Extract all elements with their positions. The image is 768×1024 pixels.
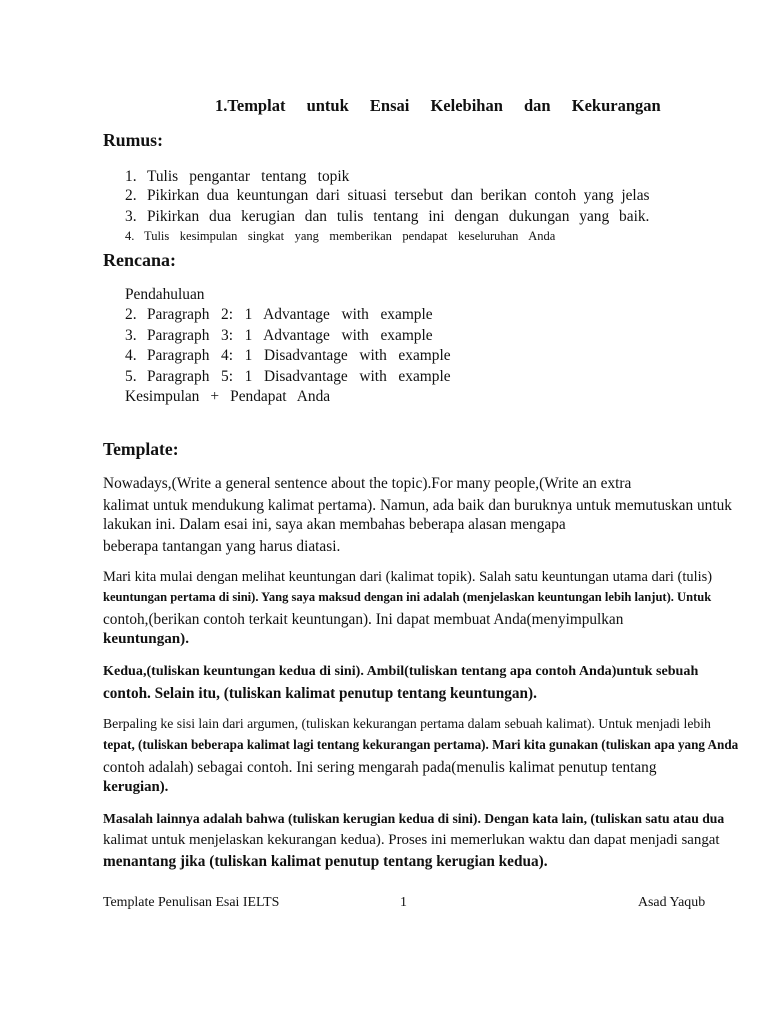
list-item-text: Paragraph 2: 1 Advantage with example [147, 305, 433, 323]
paragraph-line: kerugian). [103, 779, 169, 795]
footer-document-name: Template Penulisan Esai IELTS [103, 894, 280, 910]
paragraph-line: Mari kita mulai dengan melihat keuntungan dari (kalimat topik). Salah satu keuntungan utama dari (tulis) [103, 569, 713, 586]
document-title: 1.Templat untuk Ensai Kelebihan dan Kekurangan [215, 96, 661, 115]
paragraph-line: menantang jika (tuliskan kalimat penutup tentang kerugian kedua). [103, 852, 548, 870]
list-item-text: Tulis kesimpulan singkat yang memberikan pendapat keseluruhan Anda [144, 229, 556, 244]
list-number: 4. [125, 346, 137, 364]
page-number: 1 [400, 894, 407, 910]
rencana-list-item [125, 389, 330, 404]
footer-author: Asad Yaqub [638, 894, 706, 910]
paragraph-line: Nowadays,(Write a general sentence about the topic).For many people,(Write an extra [103, 474, 632, 492]
paragraph-line: keuntungan pertama di sini). Yang saya maksud dengan ini adalah (menjelaskan keuntungan lebih lanjut). Untuk [103, 590, 712, 605]
section-heading-template: Template: [103, 438, 179, 459]
list-number: 3. [125, 207, 137, 225]
list-item-text: Pikirkan dua keuntungan dari situasi tersebut dan berikan contoh yang jelas [147, 186, 650, 204]
rencana-list-item [125, 328, 433, 343]
list-number: 1. [125, 167, 137, 185]
section-heading-rumus: Rumus: [103, 130, 163, 151]
list-number: 2. [125, 305, 137, 323]
rencana-list-item [125, 307, 433, 322]
paragraph-line: lakukan ini. Dalam esai ini, saya akan membahas beberapa alasan mengapa [103, 515, 566, 533]
rumus-list-item [125, 209, 649, 224]
rumus-list-item [125, 188, 650, 203]
paragraph-line: Kedua,(tuliskan keuntungan kedua di sini). Ambil(tuliskan tentang apa contoh Anda)untuk sebuah [103, 663, 699, 680]
list-item-text: Pendahuluan [125, 285, 205, 303]
paragraph-line: tepat, (tuliskan beberapa kalimat lagi tentang kekurangan pertama). Mari kita gunakan (tuliskan apa yang Anda [103, 736, 739, 752]
paragraph-line: Berpaling ke sisi lain dari argumen, (tuliskan kekurangan pertama dalam sebuah kalimat). Untuk menjadi lebih [103, 715, 711, 731]
paragraph-line: contoh,(berikan contoh terkait keuntungan). Ini dapat membuat Anda(menyimpulkan [103, 610, 624, 628]
paragraph-line: contoh. Selain itu, (tuliskan kalimat penutup tentang keuntungan). [103, 684, 537, 702]
list-number: 2. [125, 186, 137, 204]
paragraph-line: keuntungan). [103, 630, 189, 647]
list-number: 3. [125, 326, 137, 344]
rumus-list-item [125, 169, 349, 184]
list-item-text: Pikirkan dua kerugian dan tulis tentang ini dengan dukungan yang baik. [147, 207, 650, 225]
rumus-list-item [125, 230, 555, 243]
list-item-text: Paragraph 5: 1 Disadvantage with example [147, 367, 451, 385]
rencana-list-item [125, 369, 451, 384]
section-heading-rencana: Rencana: [103, 250, 176, 271]
paragraph-line: beberapa tantangan yang harus diatasi. [103, 537, 341, 555]
list-item-text: Paragraph 4: 1 Disadvantage with example [147, 346, 451, 364]
rencana-list-item [125, 287, 205, 302]
paragraph-line: kalimat untuk mendukung kalimat pertama). Namun, ada baik dan buruknya untuk memutuskan untuk [103, 496, 732, 514]
list-item-text: Paragraph 3: 1 Advantage with example [147, 326, 433, 344]
list-number: 5. [125, 367, 137, 385]
list-item-text: Tulis pengantar tentang topik [147, 167, 350, 185]
paragraph-line: Masalah lainnya adalah bahwa (tuliskan kerugian kedua di sini). Dengan kata lain, (tuliskan satu atau dua [103, 810, 725, 826]
list-item-text: Kesimpulan + Pendapat Anda [125, 387, 331, 405]
paragraph-line: kalimat untuk menjelaskan kekurangan kedua). Proses ini memerlukan waktu dan dapat menjadi sangat [103, 832, 720, 848]
list-number: 4. [125, 229, 135, 244]
rencana-list-item [125, 348, 451, 363]
paragraph-line: contoh adalah) sebagai contoh. Ini sering mengarah pada(menulis kalimat penutup tentang [103, 758, 657, 776]
